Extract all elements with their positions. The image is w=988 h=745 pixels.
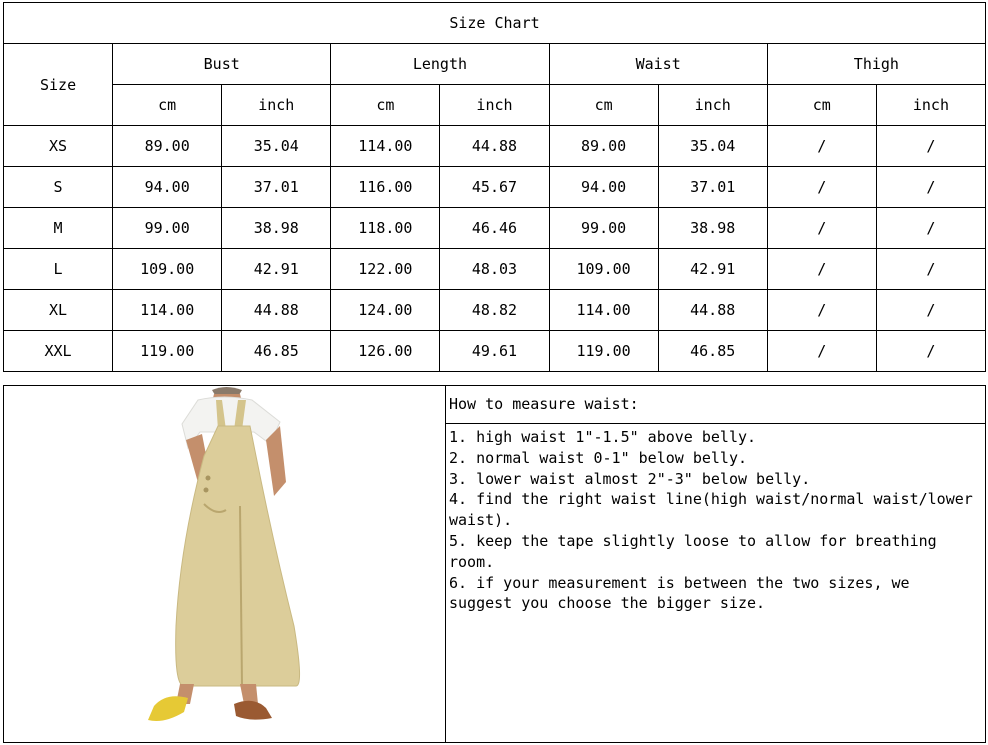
- table-cell: 124.00: [331, 290, 440, 331]
- measure-guide-box: [3, 385, 986, 743]
- list-item: 3. lower waist almost 2"-3" below belly.: [449, 469, 811, 488]
- model-illustration: [4, 386, 445, 742]
- unit-header: cm: [549, 85, 658, 126]
- table-cell: /: [876, 290, 985, 331]
- table-cell: 89.00: [549, 126, 658, 167]
- table-cell: 37.01: [658, 167, 767, 208]
- group-header-row: [4, 44, 986, 85]
- table-cell: 119.00: [113, 331, 222, 372]
- table-cell: /: [767, 126, 876, 167]
- left-shoe-icon: [148, 696, 188, 721]
- table-row: [4, 208, 986, 249]
- table-cell: 99.00: [549, 208, 658, 249]
- chart-title: Size Chart: [4, 3, 986, 44]
- size-label: XXL: [4, 331, 113, 372]
- measure-text-panel: [446, 386, 985, 742]
- thigh-header: Thigh: [767, 44, 985, 85]
- table-cell: /: [767, 167, 876, 208]
- table-cell: 119.00: [549, 331, 658, 372]
- table-cell: 114.00: [331, 126, 440, 167]
- list-item: 2. normal waist 0-1" below belly.: [449, 448, 748, 467]
- table-cell: 48.82: [440, 290, 549, 331]
- title-row: [4, 3, 986, 44]
- table-cell: /: [767, 290, 876, 331]
- table-cell: 109.00: [113, 249, 222, 290]
- table-cell: 99.00: [113, 208, 222, 249]
- size-label: XS: [4, 126, 113, 167]
- unit-header: inch: [658, 85, 767, 126]
- table-cell: 94.00: [113, 167, 222, 208]
- table-cell: 44.88: [440, 126, 549, 167]
- unit-header: cm: [767, 85, 876, 126]
- table-cell: 126.00: [331, 331, 440, 372]
- table-cell: /: [767, 249, 876, 290]
- table-cell: 35.04: [658, 126, 767, 167]
- table-cell: 46.46: [440, 208, 549, 249]
- table-cell: 45.67: [440, 167, 549, 208]
- list-item: 4. find the right waist line(high waist/normal waist/lower waist).: [449, 490, 973, 530]
- size-label: S: [4, 167, 113, 208]
- table-cell: /: [767, 208, 876, 249]
- table-cell: /: [876, 249, 985, 290]
- right-shoe-icon: [234, 701, 272, 720]
- table-cell: 114.00: [549, 290, 658, 331]
- table-cell: 49.61: [440, 331, 549, 372]
- length-header: Length: [331, 44, 549, 85]
- size-label: M: [4, 208, 113, 249]
- unit-header: cm: [331, 85, 440, 126]
- table-cell: 44.88: [658, 290, 767, 331]
- table-row: [4, 126, 986, 167]
- table-cell: 38.98: [658, 208, 767, 249]
- table-cell: 94.00: [549, 167, 658, 208]
- table-cell: 37.01: [222, 167, 331, 208]
- table-cell: /: [767, 331, 876, 372]
- product-photo: [4, 386, 446, 742]
- waist-header: Waist: [549, 44, 767, 85]
- table-cell: /: [876, 331, 985, 372]
- table-row: [4, 290, 986, 331]
- table-cell: 42.91: [222, 249, 331, 290]
- table-cell: 118.00: [331, 208, 440, 249]
- table-cell: 89.00: [113, 126, 222, 167]
- table-cell: /: [876, 208, 985, 249]
- unit-header: inch: [876, 85, 985, 126]
- size-column-header: Size: [4, 44, 113, 126]
- table-cell: /: [876, 126, 985, 167]
- table-cell: 114.00: [113, 290, 222, 331]
- button-icon: [206, 476, 211, 481]
- table-row: [4, 331, 986, 372]
- size-label: XL: [4, 290, 113, 331]
- table-cell: 44.88: [222, 290, 331, 331]
- table-row: [4, 167, 986, 208]
- unit-header: cm: [113, 85, 222, 126]
- unit-header: inch: [440, 85, 549, 126]
- size-label: L: [4, 249, 113, 290]
- table-cell: 42.91: [658, 249, 767, 290]
- measure-title: How to measure waist:: [446, 386, 985, 424]
- list-item: 5. keep the tape slightly loose to allow for breathing room.: [449, 531, 937, 571]
- bust-header: Bust: [113, 44, 331, 85]
- measure-steps-list: [446, 424, 985, 614]
- table-cell: 46.85: [222, 331, 331, 372]
- list-item: 6. if your measurement is between the two sizes, we suggest you choose the bigger size.: [449, 573, 910, 613]
- table-cell: 116.00: [331, 167, 440, 208]
- table-cell: 109.00: [549, 249, 658, 290]
- table-row: [4, 249, 986, 290]
- table-cell: 48.03: [440, 249, 549, 290]
- table-cell: 122.00: [331, 249, 440, 290]
- unit-header-row: [4, 85, 986, 126]
- unit-header: inch: [222, 85, 331, 126]
- button-icon: [204, 488, 209, 493]
- table-cell: 46.85: [658, 331, 767, 372]
- table-cell: 35.04: [222, 126, 331, 167]
- size-chart-table: [3, 2, 986, 372]
- list-item: 1. high waist 1"-1.5" above belly.: [449, 428, 757, 446]
- table-cell: /: [876, 167, 985, 208]
- table-cell: 38.98: [222, 208, 331, 249]
